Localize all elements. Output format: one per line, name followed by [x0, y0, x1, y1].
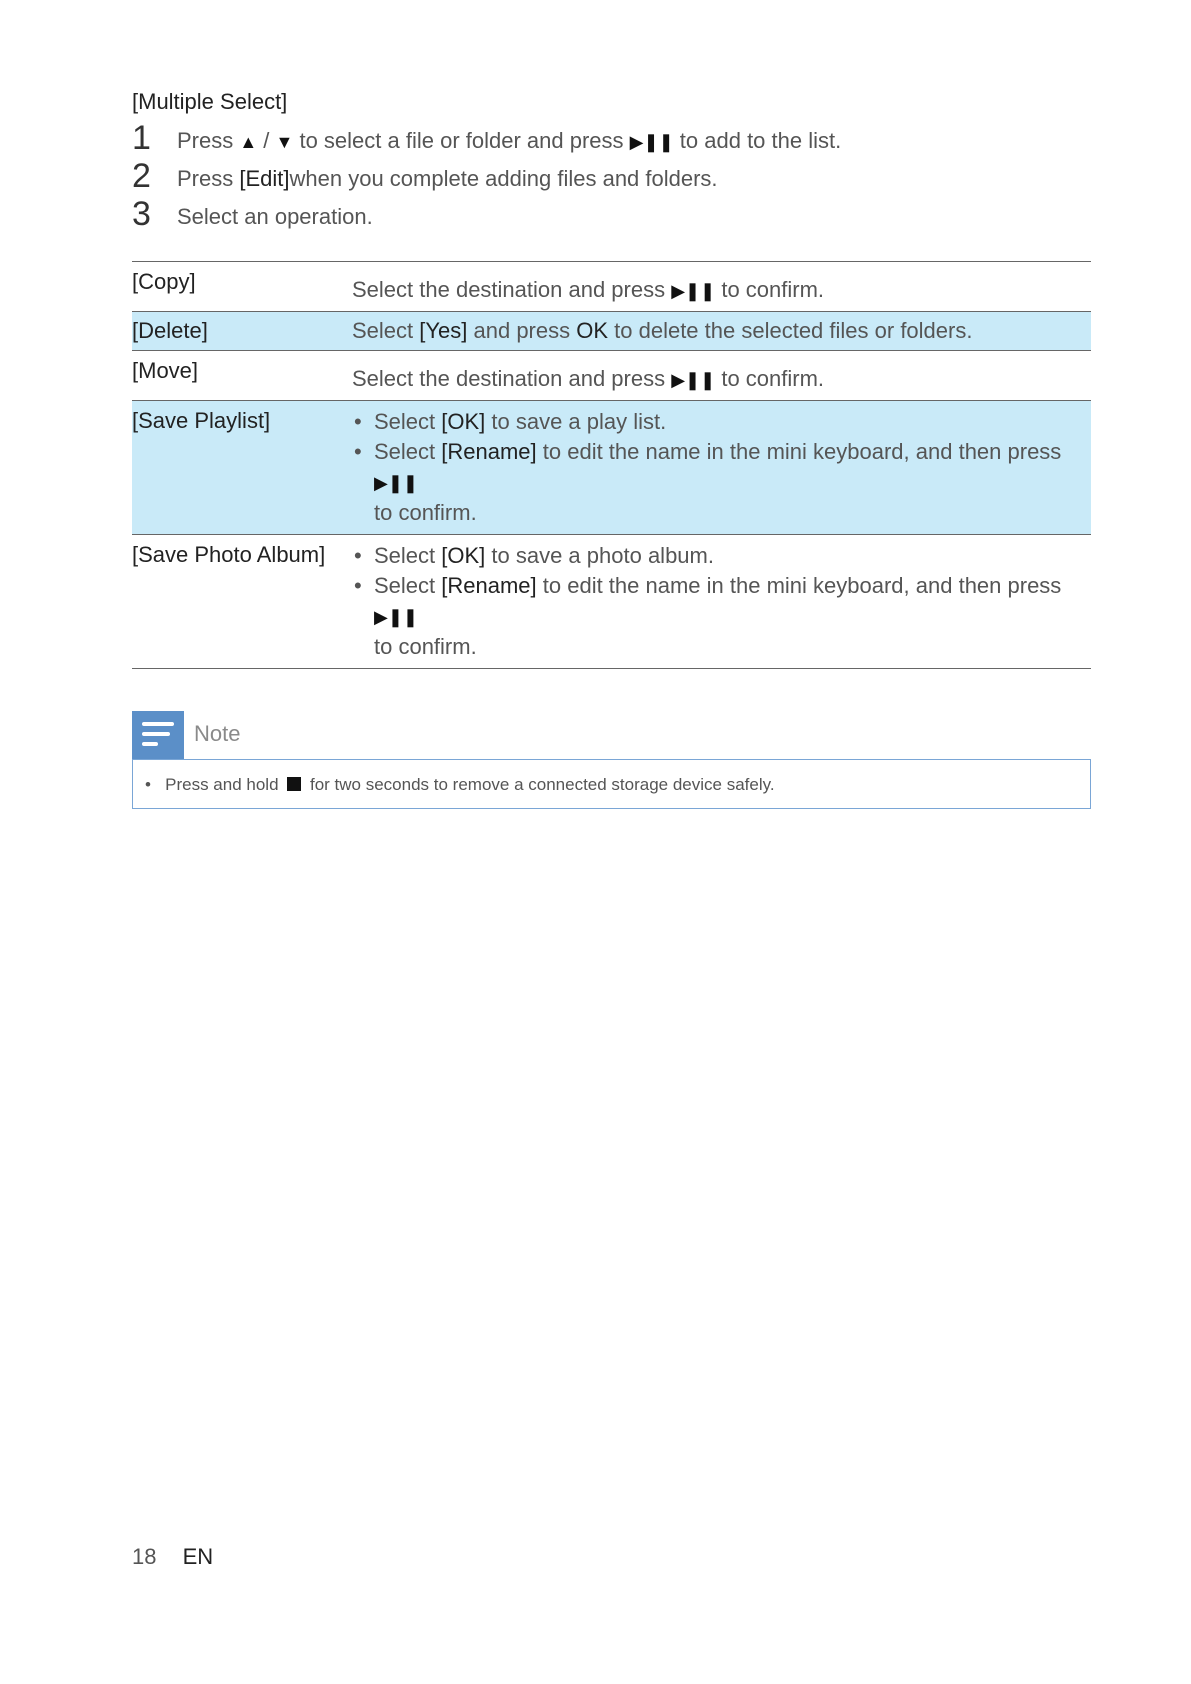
operation-description: Select the destination and press ▶❚❚ to confirm.: [352, 366, 825, 391]
note-callout: [132, 711, 1091, 809]
operation-name: [Save Photo Album]: [132, 542, 326, 567]
step-text: Press ▲ / ▼ to select a file or folder and press ▶❚❚ to add to the list.: [177, 128, 842, 153]
steps-list: [132, 119, 1091, 236]
table-row: [132, 262, 1091, 312]
bullet-list: [352, 541, 1081, 662]
page-footer: [132, 1544, 213, 1570]
operation-description: [352, 535, 1091, 668]
step-1: [132, 119, 1091, 160]
edit-option: [Edit]: [239, 166, 290, 191]
table-row: [132, 535, 1091, 669]
language-code: EN: [182, 1544, 214, 1569]
operation-name: [Copy]: [132, 269, 196, 294]
list-item: • Select [Rename] to edit the name in the mini keyboard, and then press ▶❚❚ to confirm.: [352, 437, 1081, 528]
step-number: 3: [132, 195, 151, 233]
step-text: Press [Edit]when you complete adding files and folders.: [177, 166, 718, 191]
page-number: 18: [132, 1544, 157, 1569]
up-arrow-icon: ▲: [239, 132, 258, 152]
step-3: [132, 195, 1091, 236]
play-pause-icon: ▶❚❚: [374, 473, 419, 493]
list-item: • Select [OK] to save a photo album.: [352, 541, 1081, 571]
list-item: • Select [OK] to save a play list.: [352, 407, 1081, 437]
list-item: • Select [Rename] to edit the name in the mini keyboard, and then press ▶❚❚ to confirm.: [352, 571, 1081, 662]
note-body: [132, 759, 1091, 809]
operations-table: [132, 261, 1091, 669]
step-2: [132, 157, 1091, 198]
step-number: 1: [132, 119, 151, 157]
section-title: [Multiple Select]: [132, 89, 288, 114]
play-pause-icon: ▶❚❚: [374, 607, 419, 627]
operation-description: Select the destination and press ▶❚❚ to confirm.: [352, 277, 825, 302]
operation-name: [Delete]: [132, 318, 208, 343]
table-row: [132, 401, 1091, 535]
table-row: [132, 312, 1091, 351]
note-label: Note: [194, 721, 241, 746]
note-lines-icon: [132, 711, 184, 759]
operation-name: [Save Playlist]: [132, 408, 271, 433]
operation-description: Select [Yes] and press OK to delete the selected files or folders.: [352, 318, 973, 343]
play-pause-icon: ▶❚❚: [671, 370, 716, 390]
play-pause-icon: ▶❚❚: [671, 281, 716, 301]
bullet-list: [352, 407, 1081, 528]
stop-icon: [287, 777, 301, 791]
page-content: [132, 88, 1091, 809]
step-text: Select an operation.: [177, 204, 373, 229]
note-header: [132, 711, 1091, 759]
operation-name: [Move]: [132, 358, 199, 383]
table-row: [132, 351, 1091, 401]
down-arrow-icon: ▼: [275, 132, 294, 152]
play-pause-icon: ▶❚❚: [629, 132, 674, 152]
operation-description: [352, 401, 1091, 534]
note-text: • Press and hold for two seconds to remove a connected storage device safely.: [145, 775, 775, 794]
step-number: 2: [132, 157, 151, 195]
